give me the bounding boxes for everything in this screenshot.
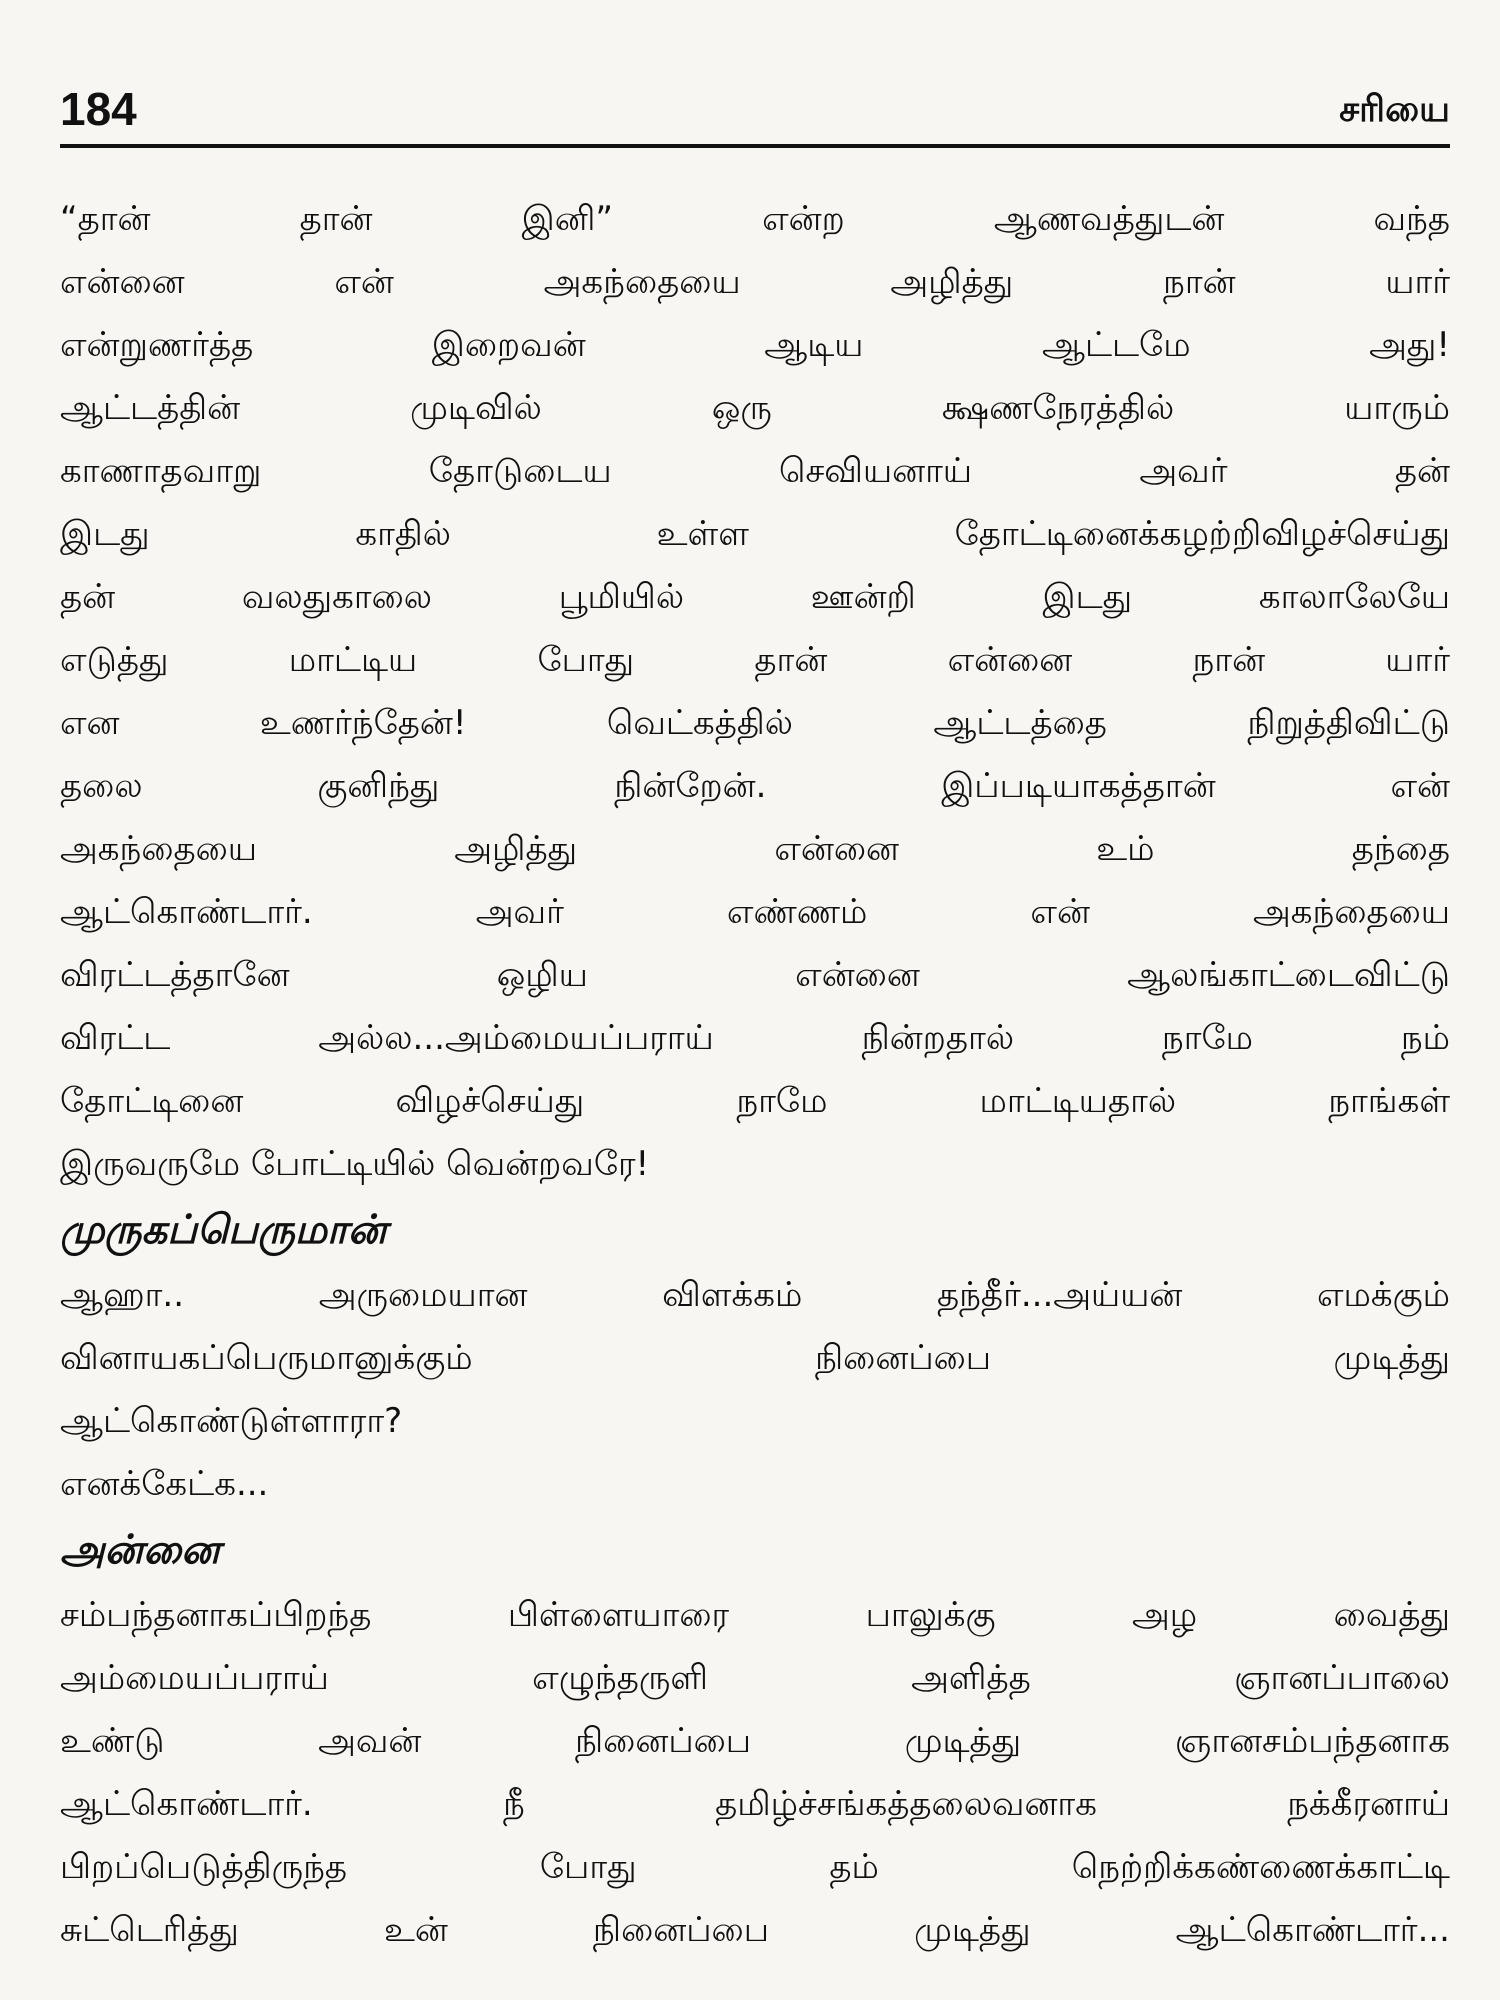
text-line: என்றுணர்த்த இறைவன் ஆடிய ஆட்டமே அது! [60,325,1450,365]
text-line: தலை குனிந்து நின்றேன். இப்படியாகத்தான் என் [60,766,1450,806]
text-line: விரட்ட அல்ல...அம்மையப்பராய் நின்றதால் நாமே நம் [60,1018,1450,1058]
text-line: என்னை என் அகந்தையை அழித்து நான் யார் [60,262,1450,302]
text-line: “தான் தான் இனி” என்ற ஆணவத்துடன் வந்த [60,199,1450,239]
text-line: ஆட்கொண்டார். அவர் எண்ணம் என் அகந்தையை [60,892,1450,932]
text-line: வினாயகப்பெருமானுக்கும் நினைப்பை முடித்து [60,1338,1450,1378]
running-title: சரியை [1339,89,1450,130]
text-line: விரட்டத்தானே ஒழிய என்னை ஆலங்காட்டைவிட்டு [60,955,1450,995]
paragraph-1 [60,188,1450,1196]
paragraph-3 [60,1584,1450,1962]
text-line: எடுத்து மாட்டிய போது தான் என்னை நான் யார் [60,640,1450,680]
text-line: அம்மையப்பராய் எழுந்தருளி அளித்த ஞானப்பாலை [60,1658,1450,1698]
text-line: அகந்தையை அழித்து என்னை உம் தந்தை [60,829,1450,869]
text-line: ஆட்டத்தின் முடிவில் ஒரு க்ஷணநேரத்தில் யாரும் [60,388,1450,428]
text-line: இருவருமே போட்டியில் வென்றவரே! [60,1144,650,1184]
speaker-heading: அன்னை [60,1527,220,1573]
page-body [60,188,1450,1962]
page-number: 184 [60,83,137,135]
speaker-heading: முருகப்பெருமான் [60,1207,387,1253]
text-line: ஆட்கொண்டார். நீ தமிழ்ச்சங்கத்தலைவனாக நக்கீரனாய் [60,1784,1450,1824]
text-line: ஆஹா.. அருமையான விளக்கம் தந்தீர்...அய்யன் எமக்கும் [60,1275,1450,1315]
text-line: என உணர்ந்தேன்! வெட்கத்தில் ஆட்டத்தை நிறுத்திவிட்டு [60,703,1450,743]
text-line: தன் வலதுகாலை பூமியில் ஊன்றி இடது காலாலேயே [60,577,1450,617]
paragraph-2 [60,1264,1450,1516]
text-line: எனக்கேட்க... [60,1464,269,1504]
text-line: இடது காதில் உள்ள தோட்டினைக்கழற்றிவிழச்செய்து [60,514,1450,554]
text-line: உண்டு அவன் நினைப்பை முடித்து ஞானசம்பந்தனாக [60,1721,1450,1761]
text-line: பிறப்பெடுத்திருந்த போது தம் நெற்றிக்கண்ணைக்காட்டி [60,1847,1450,1887]
text-line: ஆட்கொண்டுள்ளாரா? [60,1401,403,1441]
header-rule [60,144,1450,148]
text-line: சம்பந்தனாகப்பிறந்த பிள்ளையாரை பாலுக்கு அழ வைத்து [60,1595,1450,1635]
text-line: சுட்டெரித்து உன் நினைப்பை முடித்து ஆட்கொண்டார்... [60,1910,1450,1950]
page-header [60,60,1450,135]
text-line: தோட்டினை விழச்செய்து நாமே மாட்டியதால் நாங்கள் [60,1081,1450,1121]
text-line: காணாதவாறு தோடுடைய செவியனாய் அவர் தன் [60,451,1450,491]
